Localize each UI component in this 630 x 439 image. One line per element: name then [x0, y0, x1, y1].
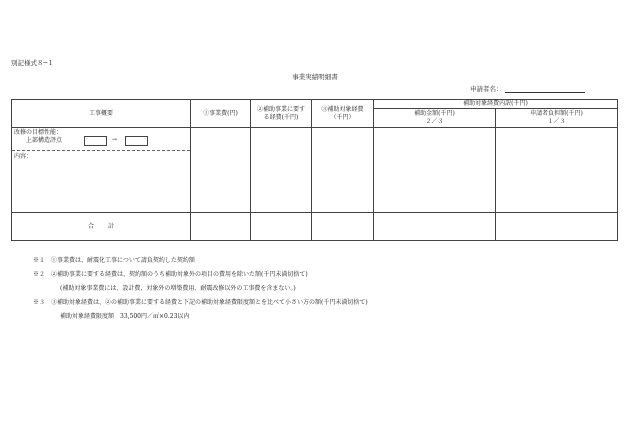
arrow-right-icon: →	[112, 136, 118, 143]
document-title: 事業実績明細書	[292, 73, 338, 81]
header-required-cost	[251, 100, 312, 128]
header-eligible-cost-line2: （千円）	[330, 113, 355, 121]
total-label: 合計	[87, 222, 128, 230]
applicant-name-field	[470, 84, 585, 93]
score-before-box[interactable]	[84, 136, 107, 146]
header-eligible-cost-line1: ③補助対象経費	[321, 105, 364, 113]
total-label-cell	[12, 213, 191, 241]
note-1-text: ①事業費は、耐震化工事について請負契約した契約額	[51, 257, 195, 264]
required-cost-cell[interactable]	[251, 128, 312, 213]
applicant-share-cell[interactable]	[496, 128, 618, 213]
applicant-name-label: 申請者名：	[470, 85, 503, 93]
note-3-sub	[60, 314, 189, 320]
total-required-cost-cell[interactable]	[251, 213, 312, 241]
score-after-box[interactable]	[125, 136, 148, 146]
total-applicant-share-cell[interactable]	[496, 213, 618, 241]
work-summary-cell	[12, 128, 191, 213]
header-project-cost: ①事業費(円)	[191, 100, 251, 128]
content-label: 内容：	[14, 153, 33, 160]
header-applicant-share-line1: 申請者負担額(千円)	[530, 110, 583, 118]
target-performance-section	[12, 128, 190, 151]
eligible-cost-cell[interactable]	[312, 128, 374, 213]
note-3-mark: ※３	[33, 299, 46, 306]
note-3	[33, 300, 368, 306]
note-2-text: ②補助事業に要する経費は、契約額のうち補助対象外の項目の費用を除いた額(千円未満切捨て)	[51, 271, 308, 278]
header-required-cost-line2: る経費(千円)	[263, 113, 299, 121]
structure-score-label: 上部構造評点	[26, 137, 63, 144]
header-subsidy-line1: 補助金額(千円)	[414, 110, 455, 118]
note-2-sub	[60, 286, 296, 292]
header-work-summary: 工事概要	[12, 100, 191, 128]
header-breakdown: 補助対象経費内訳(千円)	[374, 100, 618, 109]
note-3-sub-text: 補助対象経費限度額 33,500円／㎡×0.23以内	[60, 313, 190, 320]
note-3-text: ③補助対象経費は、②の補助事業に要する経費と下記の補助対象経費限度額とを比べて小さい方の額(千円未満切捨て)	[51, 299, 368, 306]
applicant-name-line	[505, 85, 585, 93]
header-subsidy-line2: ２／３	[425, 118, 444, 125]
header-applicant-share-line2: １／３	[547, 118, 566, 125]
project-cost-cell[interactable]	[191, 128, 251, 213]
header-required-cost-line1: ②補助事業に要す	[256, 105, 305, 113]
header-applicant-share	[496, 109, 618, 128]
subsidy-amount-cell[interactable]	[374, 128, 496, 213]
note-2-mark: ※２	[33, 271, 46, 278]
note-1-mark: ※１	[33, 257, 46, 264]
header-subsidy-amount	[374, 109, 496, 128]
total-eligible-cost-cell[interactable]	[312, 213, 374, 241]
note-2-sub-text: (補助対象事業費には、設計費、対象外の増築費用、耐震改修以外の工事費を含まない。)	[60, 285, 296, 292]
project-detail-table	[11, 99, 618, 241]
total-subsidy-amount-cell[interactable]	[374, 213, 496, 241]
note-2	[33, 272, 308, 278]
target-performance-label: 改修の目標性能：	[14, 129, 63, 136]
form-id: 別記様式８─１	[11, 59, 54, 67]
note-1	[33, 258, 195, 264]
total-project-cost-cell[interactable]	[191, 213, 251, 241]
header-eligible-cost	[312, 100, 374, 128]
